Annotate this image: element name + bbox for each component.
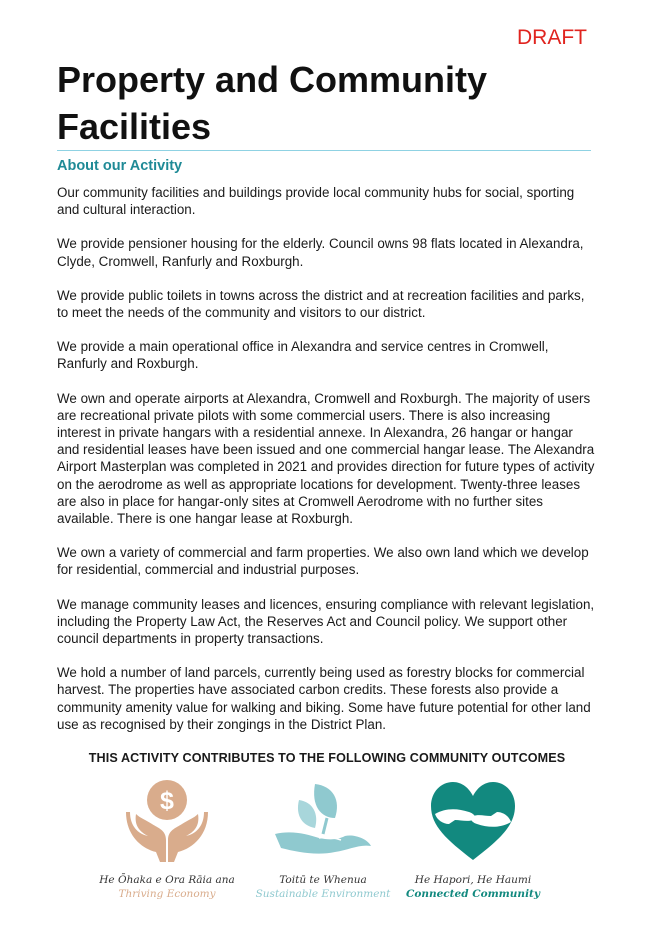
draft-label: DRAFT [517, 26, 587, 49]
paragraph-community-facilities: Our community facilities and buildings provide local community hubs for social, sporting and cultural interaction. [57, 185, 575, 218]
outcome-english-name: Connected Community [405, 888, 541, 900]
outcomes-heading: THIS ACTIVITY CONTRIBUTES TO THE FOLLOWING COMMUNITY OUTCOMES [88, 751, 566, 765]
outcome-maori-name: He Hapori, He Haumi [414, 874, 532, 886]
svg-text:$: $ [160, 787, 174, 815]
outcome-thriving-economy [92, 778, 242, 900]
heart-hands-icon [427, 778, 519, 864]
outcome-sustainable-environment [248, 778, 398, 900]
hands-dollar-icon [122, 778, 212, 864]
hand-leaves-icon [271, 778, 375, 864]
section-body [57, 184, 597, 750]
heading-divider [57, 150, 591, 151]
paragraph-offices: We provide a main operational office in Alexandra and service centres in Cromwell, Ranfurly and Roxburgh. [57, 339, 549, 372]
paragraph-commercial-properties: We own a variety of commercial and farm properties. We also own land which we develop for residential, commercial and industrial purposes. [57, 545, 589, 578]
outcome-maori-name: He Ōhaka e Ora Rāia ana [99, 874, 235, 886]
paragraph-public-toilets: We provide public toilets in towns across the district and at recreation facilities and parks, to meet the needs of the community and visitors to our district. [57, 287, 585, 321]
section-heading: About our Activity [57, 158, 183, 174]
page-title: Property and Community Facilities [57, 59, 488, 147]
outcome-maori-name: Toitū te Whenua [279, 874, 367, 886]
paragraph-pensioner-housing: We provide pensioner housing for the elderly. Council owns 98 flats located in Alexandra, Clyde, Cromwell, Ranfurly and Roxburgh. [57, 236, 584, 269]
paragraph-leases: We manage community leases and licences, ensuring compliance with relevant legislation, including the Property Law Act, the Reserves Act and Council policy. We support other council departments in property transactions. [57, 596, 595, 647]
paragraph-forestry: We hold a number of land parcels, currently being used as forestry blocks for commercial harvest. The properties have associated carbon credits. These forests also provide a community amenity value for walking and biking. Some have future potential for other land use as recognised by their zongings in the District Plan. [57, 665, 591, 732]
outcome-connected-community [398, 778, 548, 900]
paragraph-airports: We own and operate airports at Alexandra, Cromwell and Roxburgh. The majority of users are recreational private pilots with some commercial users. There is also increasing interest in private hangars with a residential annexe. In Alexandra, 26 hangar or hangar and residential leases have been issued and one commercial hangar lease. The Alexandra Airport Masterplan was completed in 2021 and provides direction for future types of activity on the aerodrome as well as appropriate locations for development. Twenty-three leases are also in place for hangar-only sites at Cromwell Aerodrome with no further sites available. There is one hangar lease at Roxburgh. [57, 390, 595, 527]
outcome-english-name: Sustainable Environment [255, 888, 391, 900]
outcome-english-name: Thriving Economy [118, 888, 216, 900]
